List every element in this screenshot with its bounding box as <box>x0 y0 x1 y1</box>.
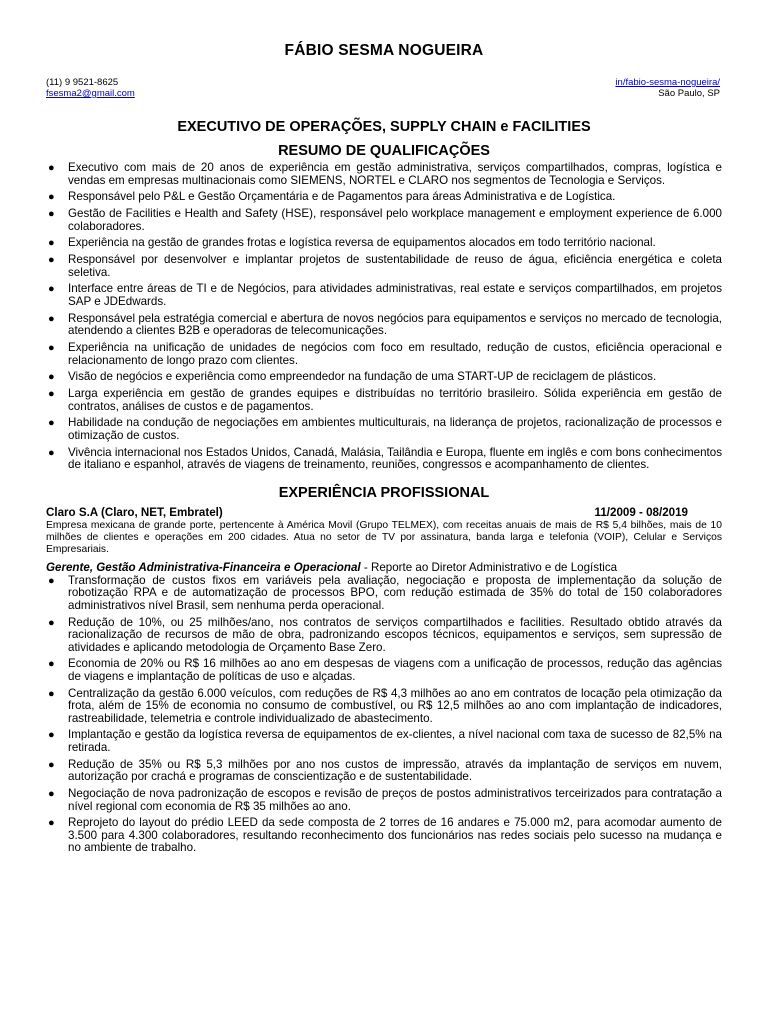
list-item <box>46 688 722 726</box>
contact-right <box>615 77 722 99</box>
list-item <box>46 575 722 613</box>
achievement-text: Implantação e gestão da logística reversa de equipamentos de ex-clientes, a nível nacional com taxa de sucesso de 82,5% na retirada. <box>68 728 722 754</box>
list-item <box>46 617 722 655</box>
summary-text: Interface entre áreas de TI e de Negócios, para atividades administrativas, real estate e serviços compartilhados, em projetos SAP e JDEdwards. <box>68 282 722 308</box>
list-item <box>46 237 722 250</box>
bullet-icon: ● <box>48 191 55 204</box>
experience-heading: EXPERIÊNCIA PROFISSIONAL <box>278 484 490 501</box>
list-item <box>46 729 722 754</box>
bullet-icon: ● <box>48 162 55 174</box>
bullet-icon: ● <box>48 283 55 296</box>
list-item <box>46 313 722 338</box>
summary-text: Visão de negócios e experiência como empreendedor na fundação de uma START-UP de reciclagem de plásticos. <box>68 370 657 384</box>
summary-text: Responsável pelo P&L e Gestão Orçamentária e de Pagamentos para áreas Administrativa e de Logística. <box>68 190 616 204</box>
employment-period: 11/2009 - 08/2019 <box>594 505 688 519</box>
bullet-icon: ● <box>48 729 55 742</box>
list-item <box>46 342 722 367</box>
summary-text: Experiência na unificação de unidades de negócios com foco em resultado, redução de custos, eficiência operacional e relacionamento de longo prazo com clientes. <box>68 341 722 367</box>
candidate-name: FÁBIO SESMA NOGUEIRA <box>284 42 484 59</box>
bullet-icon: ● <box>48 417 55 430</box>
list-item <box>46 191 722 204</box>
list-item <box>46 254 722 279</box>
role-line <box>46 561 722 574</box>
summary-text: Larga experiência em gestão de grandes equipes e distribuídas no território brasileiro. Sólida experiência em gestão de contratos, análises de custos e de pagamentos. <box>68 387 722 413</box>
list-item <box>46 817 722 855</box>
bullet-icon: ● <box>48 817 55 830</box>
bullet-icon: ● <box>48 371 55 384</box>
professional-title: EXECUTIVO DE OPERAÇÕES, SUPPLY CHAIN e FACILITIES <box>177 119 591 135</box>
achievement-text: Transformação de custos fixos em variáveis pela avaliação, negociação e proposta de implementação da solução de robotização RPA e de automatização de processos BPO, com redução estimada de 35% do total de 150 colaboradores administrativos nível Brasil, sem nenhuma perda operacional. <box>68 573 722 612</box>
list-item <box>46 283 722 308</box>
bullet-icon: ● <box>48 312 55 325</box>
list-item <box>46 759 722 784</box>
list-item <box>46 388 722 413</box>
bullet-icon: ● <box>48 687 55 700</box>
summary-text: Gestão de Facilities e Health and Safety (HSE), responsável pelo workplace management e employment experience de 6.000 colaboradores. <box>68 207 722 233</box>
summary-text: Habilidade na condução de negociações em ambientes multiculturais, na liderança de projetos, racionalização de processos e otimização de custos. <box>68 416 722 442</box>
list-item <box>46 447 722 472</box>
summary-text: Responsável por desenvolver e implantar projetos de sustentabilidade de reuso de água, eficiência energética e coleta seletiva. <box>68 253 722 279</box>
bullet-icon: ● <box>48 237 55 250</box>
phone-number: (11) 9 9521-8625 <box>46 77 119 88</box>
contact-block <box>46 77 722 99</box>
company-description: Empresa mexicana de grande porte, pertencente à América Movil (Grupo TELMEX), com receitas anuais de mais de R$ 5,4 bilhões, mais de 10 milhões de clientes e operações em 200 cidades. Atua no setor de TV por assinatura, banda larga e telefonia (VOIP), Celular e Serviços Empresariais. <box>46 519 722 555</box>
bullet-icon: ● <box>48 574 55 587</box>
email-link[interactable]: fsesma2@gmail.com <box>46 88 135 99</box>
bullet-icon: ● <box>48 208 55 221</box>
summary-text: Experiência na gestão de grandes frotas e logística reversa de equipamentos alocados em todo território nacional. <box>68 236 656 250</box>
achievement-text: Redução de 10%, ou 25 milhões/ano, nos contratos de serviços compartilhados e facilities. Resultado obtido através da racionalização de recursos de mão de obra, padronizando escopos técnicos, equipamentos e serviços, sem supressão de atividades e aplicando metodologia de Orçamento Base Zero. <box>68 615 722 654</box>
list-item <box>46 658 722 683</box>
location: São Paulo, SP <box>658 88 720 99</box>
contact-left <box>46 77 135 99</box>
achievements-list <box>46 575 722 855</box>
company-row <box>46 506 722 519</box>
company-name: Claro S.A (Claro, NET, Embratel) <box>46 505 223 519</box>
list-item <box>46 371 722 384</box>
role-report: - Reporte ao Diretor Administrativo e de Logística <box>360 560 618 574</box>
bullet-icon: ● <box>48 388 55 401</box>
bullet-icon: ● <box>48 788 55 801</box>
list-item <box>46 208 722 233</box>
achievement-text: Centralização da gestão 6.000 veículos, com reduções de R$ 4,3 milhões ao ano em contratos de locação pela otimização da frota, além de 15% de economia no consumo de combustível, ou R$ 12,5 milhões ao ano com implantação de indicadores, rastreabilidade, telemetria e controle individualizado de abastecimento. <box>68 686 722 725</box>
summary-text: Vivência internacional nos Estados Unidos, Canadá, Malásia, Tailândia e Europa, fluente em inglês e com bons conhecimentos de italiano e espanhol, através de viagens de treinamento, reuniões, congressos e acompanhamento de clientes. <box>68 445 722 472</box>
summary-text: Executivo com mais de 20 anos de experiência em gestão administrativa, serviços compartilhados, compras, logística e vendas em empresas multinacionais como SIEMENS, NORTEL e CLARO nos segmentos de Tecnologia e Serviços. <box>68 161 722 187</box>
list-item <box>46 417 722 442</box>
achievement-text: Reprojeto do layout do prédio LEED da sede composta de 2 torres de 16 andares e 75.000 m2, para acomodar aumento de 3.500 para 4.300 colaboradores, resultando reconhecimento dos funcionários nas redes sociais pelo sucesso na mudança e no ambiente de trabalho. <box>68 816 722 855</box>
bullet-icon: ● <box>48 658 55 671</box>
achievement-text: Negociação de nova padronização de escopos e revisão de preços de postos administrativos terceirizados para contratação a nível regional com economia de R$ 35 milhões ao ano. <box>68 787 722 813</box>
achievement-text: Economia de 20% ou R$ 16 milhões ao ano em despesas de viagens com a unificação de processos, redução das agências de viagens e implantação de políticas de uso e alçadas. <box>68 657 722 683</box>
list-item <box>46 788 722 813</box>
linkedin-link[interactable]: in/fabio-sesma-nogueira/ <box>615 77 720 88</box>
summary-heading: RESUMO DE QUALIFICAÇÕES <box>278 143 490 159</box>
achievement-text: Redução de 35% ou R$ 5,3 milhões por ano nos custos de impressão, através da implantação de serviços em nuvem, autorização por crachá e programas de conscientização e de sustentabilidade. <box>68 757 722 784</box>
summary-list <box>46 162 722 472</box>
bullet-icon: ● <box>48 758 55 771</box>
bullet-icon: ● <box>48 342 55 355</box>
role-title: Gerente, Gestão Administrativa-Financeira e Operacional <box>46 560 361 574</box>
list-item <box>46 162 722 187</box>
bullet-icon: ● <box>48 254 55 267</box>
bullet-icon: ● <box>48 616 55 629</box>
summary-text: Responsável pela estratégia comercial e abertura de novos negócios para equipamentos e serviços no mercado de tecnologia, atendendo a clientes B2B e operadoras de telecomunicações. <box>68 311 722 338</box>
bullet-icon: ● <box>48 446 55 459</box>
